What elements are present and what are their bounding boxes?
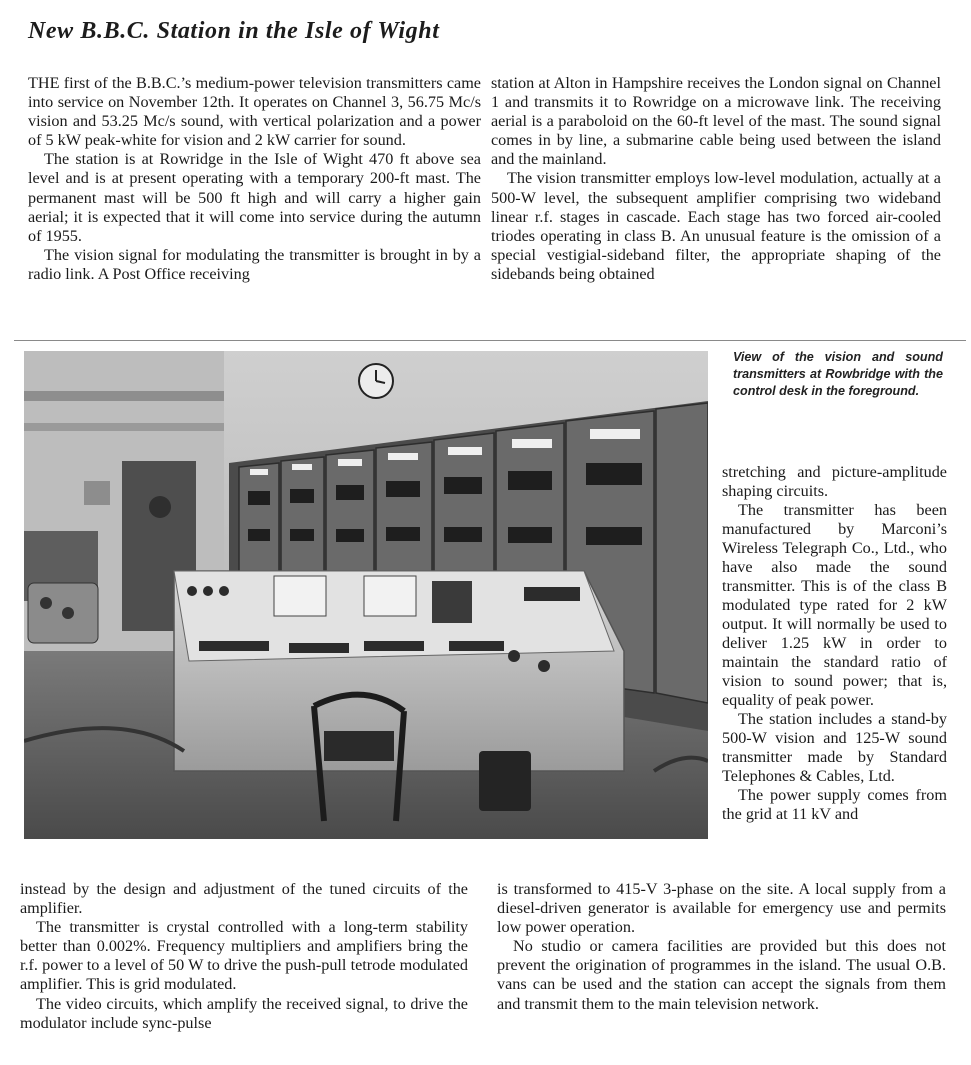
paragraph: instead by the design and adjustment of the tuned circuits of the amplifier. [20, 880, 468, 918]
paragraph: The video circuits, which amplify the received signal, to drive the modulator include sync-pulse [20, 994, 468, 1032]
paragraph: stretching and picture-amplitude shaping circuits. [722, 463, 947, 500]
paragraph: The transmitter has been manufactured by Marconi’s Wireless Telegraph Co., Ltd., who have also made the sound transmitter. This is of the class B modulated type rated for 2 kW output. It will normally be used to deliver 1.25 kW in order to maintain the standard ratio of vision to sound power; that is, equality of peak power. [722, 501, 947, 709]
paragraph: is transformed to 415-V 3-phase on the site. A local supply from a diesel-driven generator is available for emergency use and permits low power operation. [497, 880, 946, 937]
paragraph: The station includes a stand-by 500-W vision and 125-W sound transmitter made by Standard Telephones & Cables, Ltd. [722, 710, 947, 785]
photo-illustration [24, 351, 708, 839]
paragraph: No studio or camera facilities are provided but this does not prevent the origination of programmes in the island. The usual O.B. vans can be used and the station can accept the signals from them and transmit them to the main television network. [497, 937, 946, 1013]
paragraph: The vision transmitter employs low-level modulation, actually at a 500-W level, the subsequent amplifier comprising two wideband linear r.f. stages in cascade. Each stage has two forced air-cooled triodes operating in class B. An unusual feature is the omission of a special vestigial-sideband filter, the appropriate shaping of the sidebands being obtained [491, 169, 941, 283]
paragraph: The vision signal for modulating the transmitter is brought in by a radio link. A Post Office receiving [28, 245, 481, 283]
paragraph: THE first of the B.B.C.’s medium-power television transmitters came into service on November 12th. It operates on Channel 3, 56.75 Mc/s vision and 53.25 Mc/s sound, with vertical polarization and a power of 5 kW peak-white for vision and 2 kW carrier for sound. [28, 74, 481, 150]
section-divider [14, 340, 966, 341]
photo-caption: View of the vision and sound transmitters at Rowbridge with the control desk in the foreground. [733, 350, 943, 398]
text-column-bottom-right [497, 880, 946, 1014]
article-title: New B.B.C. Station in the Isle of Wight [28, 18, 440, 44]
text-column-top-left [28, 74, 481, 284]
text-column-right-side [722, 463, 947, 824]
text-column-top-right [491, 74, 941, 284]
text-column-bottom-left [20, 880, 468, 1033]
paragraph: The power supply comes from the grid at 11 kV and [722, 786, 947, 823]
paragraph: The station is at Rowridge in the Isle of Wight 470 ft above sea level and is at present operating with a temporary 200-ft mast. The permanent mast will be 500 ft high and will carry a higher gain aerial; it is expected that it will come into service during the autumn of 1955. [28, 150, 481, 245]
paragraph: The transmitter is crystal controlled with a long-term stability better than 0.002%. Frequency multipliers and amplifiers bring the r.f. power to a level of 50 W to drive the push-pull tetrode modulated amplifier. This is grid modulated. [20, 918, 468, 994]
transmitter-hall-photo [24, 351, 708, 839]
paragraph: station at Alton in Hampshire receives the London signal on Channel 1 and transmits it to Rowridge on a microwave link. The receiving aerial is a paraboloid on the 60-ft level of the mast. The sound signal comes in by line, a submarine cable being used between the island and the mainland. [491, 74, 941, 169]
